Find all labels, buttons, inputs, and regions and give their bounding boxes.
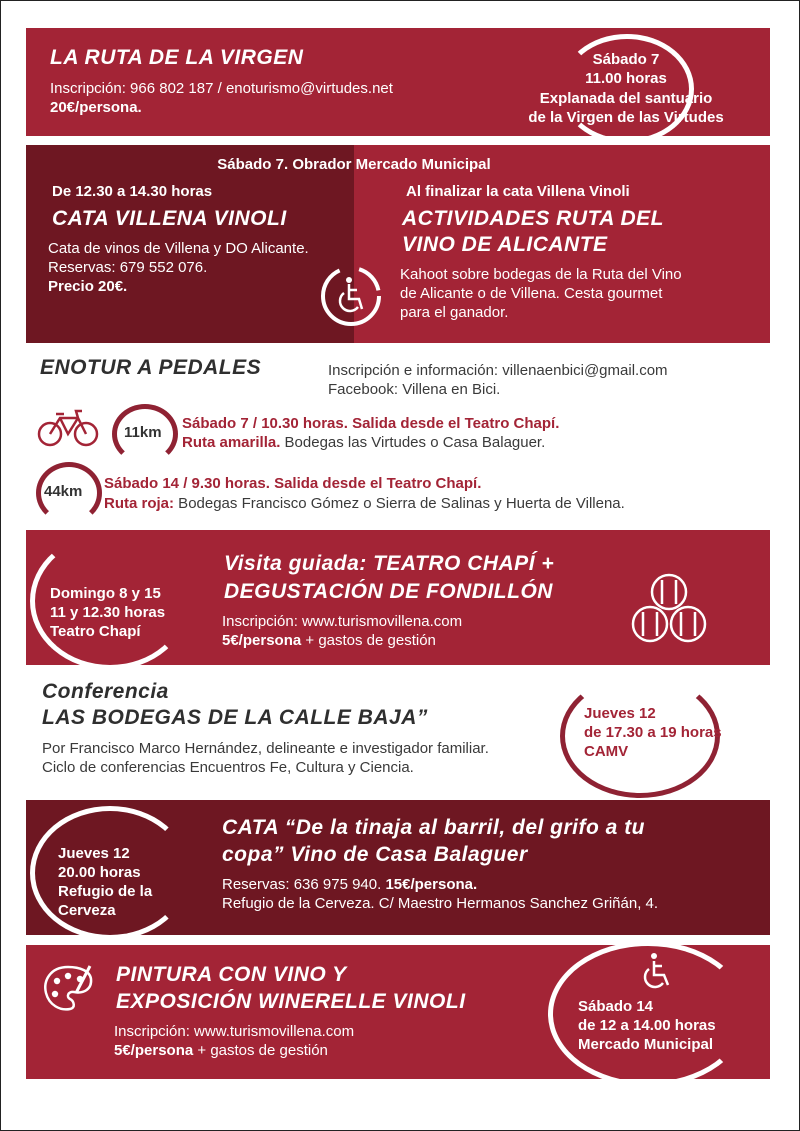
inscription-text: Inscripción: 966 802 187 / enoturismo@virtudes.net (50, 80, 393, 97)
event-place: CAMV (584, 743, 629, 760)
info-line: Facebook: Villena en Bici. (328, 381, 501, 398)
right-time: Al finalizar la cata Villena Vinoli (406, 183, 630, 200)
fees-text: + gastos de gestión (193, 1042, 328, 1059)
wheelchair-icon (318, 263, 384, 329)
right-title: ACTIVIDADES RUTA DEL (402, 207, 664, 230)
section-title: DEGUSTACIÓN DE FONDILLÓN (224, 580, 553, 603)
left-line: Reservas: 679 552 076. (48, 259, 208, 276)
section-title: copa” Vino de Casa Balaguer (222, 843, 528, 866)
section-title: EXPOSICIÓN WINERELLE VINOLI (116, 990, 466, 1013)
wheelchair-icon (636, 951, 676, 991)
event-date: Jueves 12 (584, 705, 656, 722)
left-price: Precio 20€. (48, 278, 128, 295)
section-cata-tinaja (26, 800, 770, 935)
section-ruta-virgen (26, 28, 770, 136)
event-time: de 12 a 14.00 horas (578, 1017, 716, 1034)
section-teatro-chapi (26, 530, 770, 665)
route-distance: 11km (124, 424, 162, 441)
section-title: LA RUTA DE LA VIRGEN (50, 46, 304, 69)
event-place: de la Virgen de las Virtudes (528, 109, 724, 126)
event-place: Cerveza (58, 902, 116, 919)
price-text: 15€/persona. (385, 876, 478, 893)
right-line: para el ganador. (400, 304, 509, 321)
bicycle-icon (36, 406, 100, 448)
palette-icon (40, 963, 96, 1015)
section-title: LAS BODEGAS DE LA CALLE BAJA” (42, 706, 428, 729)
route-label: Ruta roja: (104, 495, 175, 512)
section-title: Visita guiada: TEATRO CHAPÍ + (224, 552, 555, 575)
inscription-text: Inscripción: www.turismovillena.com (114, 1023, 355, 1040)
route-description (182, 433, 545, 452)
section-pintura-vino (26, 945, 770, 1079)
right-line: Kahoot sobre bodegas de la Ruta del Vino (400, 266, 682, 283)
price-text: 5€/persona (222, 632, 302, 649)
event-time: de 17.30 a 19 horas (584, 724, 722, 741)
left-line: Cata de vinos de Villena y DO Alicante. (48, 240, 309, 257)
info-line: Inscripción e información: villenaenbici@gmail.com (328, 362, 668, 379)
event-date: Jueves 12 (58, 845, 130, 862)
left-time: De 12.30 a 14.30 horas (52, 183, 213, 200)
price-text: 20€/persona. (50, 99, 142, 116)
section-title: CATA “De la tinaja al barril, del grifo a tu (222, 816, 646, 839)
route-distance: 44km (44, 483, 83, 500)
section-enotur-pedales (26, 350, 770, 520)
event-place: Refugio de la (58, 883, 153, 900)
section-title: PINTURA CON VINO Y (116, 963, 347, 986)
price-line (114, 1041, 328, 1060)
section-title: Conferencia (42, 680, 169, 703)
event-place: Teatro Chapí (50, 623, 141, 640)
route-label: Ruta amarilla. (182, 434, 281, 451)
right-line: de Alicante o de Villena. Cesta gourmet (400, 285, 663, 302)
inscription-text: Inscripción: www.turismovillena.com (222, 613, 463, 630)
event-time: 11.00 horas (585, 70, 667, 87)
route-schedule: Sábado 7 / 10.30 horas. Salida desde el Teatro Chapí. (182, 415, 560, 432)
event-place: Mercado Municipal (578, 1036, 714, 1053)
event-date: Sábado 7 (592, 51, 660, 68)
barrels-icon (626, 570, 712, 646)
reservation-text: Reservas: 636 975 940. (222, 876, 386, 893)
address-text: Refugio de la Cerveza. C/ Maestro Hermanos Sanchez Griñán, 4. (222, 895, 659, 912)
right-title: VINO DE ALICANTE (402, 233, 608, 256)
section-header: Sábado 7. Obrador Mercado Municipal (217, 156, 491, 173)
event-date: Domingo 8 y 15 (50, 585, 161, 602)
event-place: Explanada del santuario (539, 90, 713, 107)
reservation-line (222, 875, 477, 894)
route-text: Bodegas Francisco Gómez o Sierra de Salinas y Huerta de Villena. (174, 495, 625, 512)
fees-text: + gastos de gestión (301, 632, 436, 649)
event-time: 11 y 12.30 horas (50, 604, 166, 621)
cycle-line: Ciclo de conferencias Encuentros Fe, Cultura y Ciencia. (42, 759, 414, 776)
route-text: Bodegas las Virtudes o Casa Balaguer. (280, 434, 546, 451)
left-title: CATA VILLENA VINOLI (52, 207, 287, 230)
section-title: ENOTUR A PEDALES (40, 356, 262, 379)
section-conferencia (26, 672, 770, 792)
section-cata-villena (26, 145, 770, 343)
price-text: 5€/persona (114, 1042, 194, 1059)
speaker-line: Por Francisco Marco Hernández, delineante e investigador familiar. (42, 740, 489, 757)
route-description (104, 494, 625, 513)
route-schedule: Sábado 14 / 9.30 horas. Salida desde el Teatro Chapí. (104, 475, 482, 492)
event-time: 20.00 horas (58, 864, 141, 881)
price-line (222, 631, 436, 650)
event-date: Sábado 14 (578, 998, 654, 1015)
